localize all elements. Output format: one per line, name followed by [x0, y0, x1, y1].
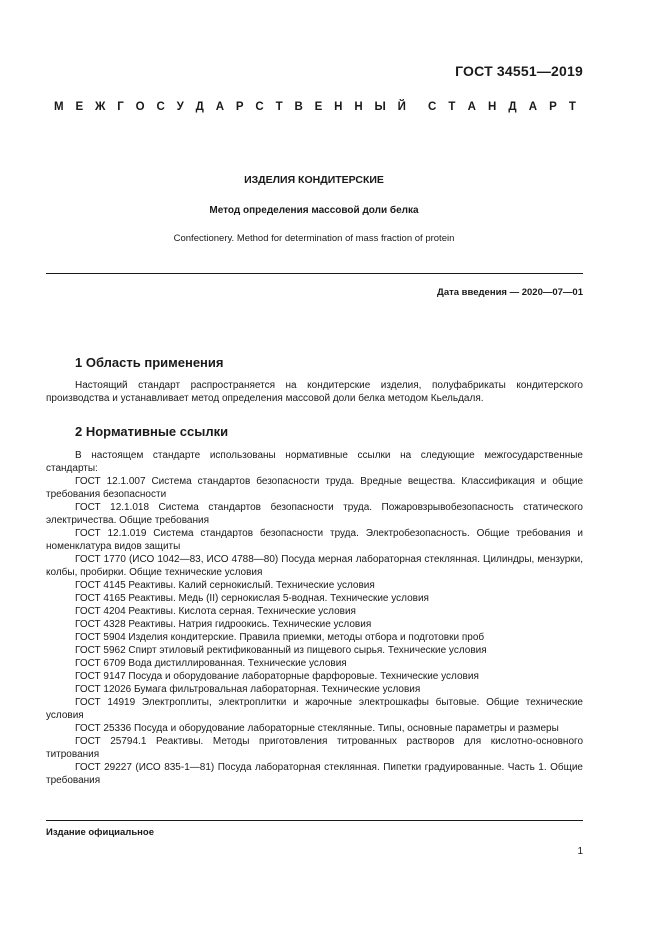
- document-subtitle: Метод определения массовой доли белка: [209, 205, 419, 216]
- reference-item: ГОСТ 4204 Реактивы. Кислота серная. Технические условия: [75, 606, 356, 617]
- banner-letter: О: [135, 101, 145, 113]
- banner-letter: Ы: [374, 101, 386, 113]
- reference-item: ГОСТ 5962 Спирт этиловый ректификованный из пищевого сырья. Технические условия: [75, 645, 487, 656]
- section-1-body: [46, 379, 583, 405]
- banner-letter: Ж: [94, 101, 106, 113]
- reference-item: ГОСТ 12.1.007 Система стандартов безопасности труда. Вредные вещества. Классификация и общие требования безопасности: [46, 476, 583, 500]
- banner-letter: С: [156, 101, 165, 113]
- reference-item: ГОСТ 14919 Электроплиты, электроплитки и жарочные электрошкафы бытовые. Общие технические условия: [46, 697, 583, 721]
- banner-word-interstate: [54, 101, 406, 113]
- banner-letter: А: [215, 101, 225, 113]
- title-divider: [46, 273, 583, 274]
- paragraph: Настоящий стандарт распространяется на кондитерские изделия, полуфабрикаты кондитерского производства и устанавливает метод определения массовой доли белка методом Кьельдаля.: [46, 380, 583, 404]
- section-2-heading: 2 Нормативные ссылки: [75, 424, 229, 439]
- banner-letter: Е: [314, 101, 323, 113]
- reference-item: ГОСТ 29227 (ИСО 835-1—81) Посуда лабораторная стеклянная. Пипетки градуированные. Часть 1. Общие требования: [46, 762, 583, 786]
- banner-letter: С: [255, 101, 264, 113]
- section-1-heading: 1 Область применения: [75, 355, 224, 370]
- document-title: ИЗДЕЛИЯ КОНДИТЕРСКИЕ: [244, 174, 384, 186]
- banner-letter: А: [467, 101, 476, 113]
- reference-item: ГОСТ 25336 Посуда и оборудование лабораторные стеклянные. Типы, основные параметры и размеры: [75, 723, 559, 734]
- banner-letter: С: [428, 101, 437, 113]
- banner-letter: Т: [275, 101, 283, 113]
- reference-item: ГОСТ 4328 Реактивы. Натрия гидроокись. Технические условия: [75, 619, 372, 630]
- reference-item: ГОСТ 12.1.019 Система стандартов безопасности труда. Электробезопасность. Общие требования и номенклатура видов защиты: [46, 528, 583, 552]
- banner-letter: В: [294, 101, 303, 113]
- reference-item: ГОСТ 5904 Изделия кондитерские. Правила приемки, методы отбора и подготовки проб: [75, 632, 485, 643]
- page-number: 1: [577, 846, 583, 857]
- banner-letter: Т: [568, 101, 576, 113]
- english-title: Confectionery. Method for determination of mass fraction of protein: [173, 233, 455, 244]
- banner-letter: Д: [195, 101, 204, 113]
- banner-letter: М: [54, 101, 64, 113]
- banner-word-standard: [428, 101, 576, 113]
- footer-divider: [46, 820, 583, 821]
- introduction-date: Дата введения — 2020—07—01: [437, 287, 583, 298]
- reference-item: ГОСТ 4145 Реактивы. Калий сернокислый. Технические условия: [75, 580, 375, 591]
- reference-item: ГОСТ 25794.1 Реактивы. Методы приготовления титрованных растворов для кислотно-основного титрования: [46, 736, 583, 760]
- standard-number: ГОСТ 34551—2019: [455, 63, 583, 79]
- banner-letter: Р: [549, 101, 557, 113]
- banner-letter: Д: [508, 101, 517, 113]
- reference-item: ГОСТ 4165 Реактивы. Медь (II) сернокислая 5-водная. Технические условия: [75, 593, 429, 604]
- banner-letter: Й: [397, 101, 406, 113]
- banner-letter: Е: [75, 101, 84, 113]
- banner-letter: Т: [448, 101, 456, 113]
- banner-letter: Р: [235, 101, 244, 113]
- standard-type-banner: [54, 101, 576, 113]
- banner-letter: Н: [487, 101, 497, 113]
- reference-item: ГОСТ 6709 Вода дистиллированная. Технические условия: [75, 658, 347, 669]
- banner-letter: У: [176, 101, 184, 113]
- banner-letter: Н: [354, 101, 363, 113]
- reference-item: ГОСТ 1770 (ИСО 1042—83, ИСО 4788—80) Посуда мерная лабораторная стеклянная. Цилиндры, мензурки, колбы, пробирки. Общие технические условия: [46, 554, 583, 578]
- banner-letter: А: [528, 101, 538, 113]
- reference-item: ГОСТ 12.1.018 Система стандартов безопасности труда. Пожаровзрывобезопасность статического электричества. Общие требования: [46, 502, 583, 526]
- reference-item: ГОСТ 12026 Бумага фильтровальная лабораторная. Технические условия: [75, 684, 421, 695]
- paragraph: В настоящем стандарте использованы нормативные ссылки на следующие межгосударственные стандарты:: [46, 450, 583, 474]
- reference-item: ГОСТ 9147 Посуда и оборудование лабораторные фарфоровые. Технические условия: [75, 671, 479, 682]
- banner-letter: Н: [334, 101, 343, 113]
- section-2-body: [46, 449, 583, 787]
- banner-letter: Г: [117, 101, 124, 113]
- official-edition-label: Издание официальное: [46, 827, 154, 838]
